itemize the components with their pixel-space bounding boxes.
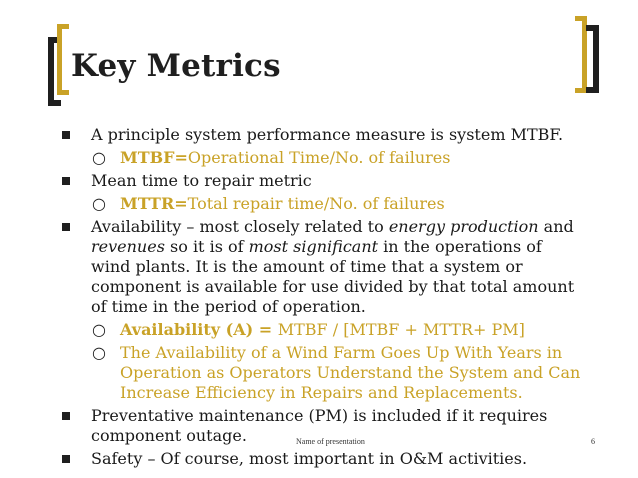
square-bullet-icon [62,412,70,420]
formula-label: Availability (A) = [120,320,278,339]
sub-bullet-item-availability-formula [62,320,582,340]
slide-title: Key Metrics [71,48,281,84]
sub-bullet-item-mttr-formula [62,194,582,214]
formula-label: MTBF= [120,148,188,167]
left-bracket-gold-decoration [57,24,69,95]
formula-text: Total repair time/No. of failures [187,194,445,213]
ring-bullet-icon: ○ [92,320,106,339]
bullet-text: Preventative maintenance (PM) is included if it requires component outage. [91,406,548,445]
bullet-list [62,125,582,472]
bullet-text: Safety – Of course, most important in O&M activities. [91,449,528,468]
emphasis-text: most significant [248,237,379,256]
ring-bullet-icon: ○ [92,343,106,362]
bullet-text-part: Availability – most closely related to [91,217,389,236]
bullet-item-availability [62,217,582,317]
right-bracket-dark-decoration [586,25,599,93]
sub-bullet-item-mtbf-formula [62,148,582,168]
bullet-item-safety [62,449,582,469]
bullet-text: Mean time to repair metric [91,171,312,190]
square-bullet-icon [62,131,70,139]
bullet-text-part: so it is of [164,237,249,256]
ring-bullet-icon: ○ [92,148,106,167]
footer-page-number: 6 [591,437,595,446]
formula-label: MTTR= [120,194,188,213]
footer-presentation-name: Name of presentation [296,437,365,446]
emphasis-text: revenues [91,237,165,256]
sub-bullet-item-availability-trend [62,343,582,403]
ring-bullet-icon: ○ [92,194,106,213]
bullet-text-part: in the operations of wind plants. It is the amount of time that a system or component is available for use divided by that total amount of time in the period of operation. [91,237,575,316]
formula-text: Operational Time/No. of failures [187,148,451,167]
square-bullet-icon [62,455,70,463]
sub-bullet-text: The Availability of a Wind Farm Goes Up With Years in Operation as Operators Understand the System and Can Increase Efficiency in Repairs and Replacements. [120,343,581,402]
bullet-text-part: and [538,217,574,236]
bullet-text: A principle system performance measure is system MTBF. [91,125,564,144]
bullet-item-mtbf [62,125,582,145]
formula-text: MTBF / [MTBF + MTTR+ PM] [277,320,525,339]
bullet-item-mttr [62,171,582,191]
square-bullet-icon [62,223,70,231]
emphasis-text: energy production [388,217,539,236]
square-bullet-icon [62,177,70,185]
